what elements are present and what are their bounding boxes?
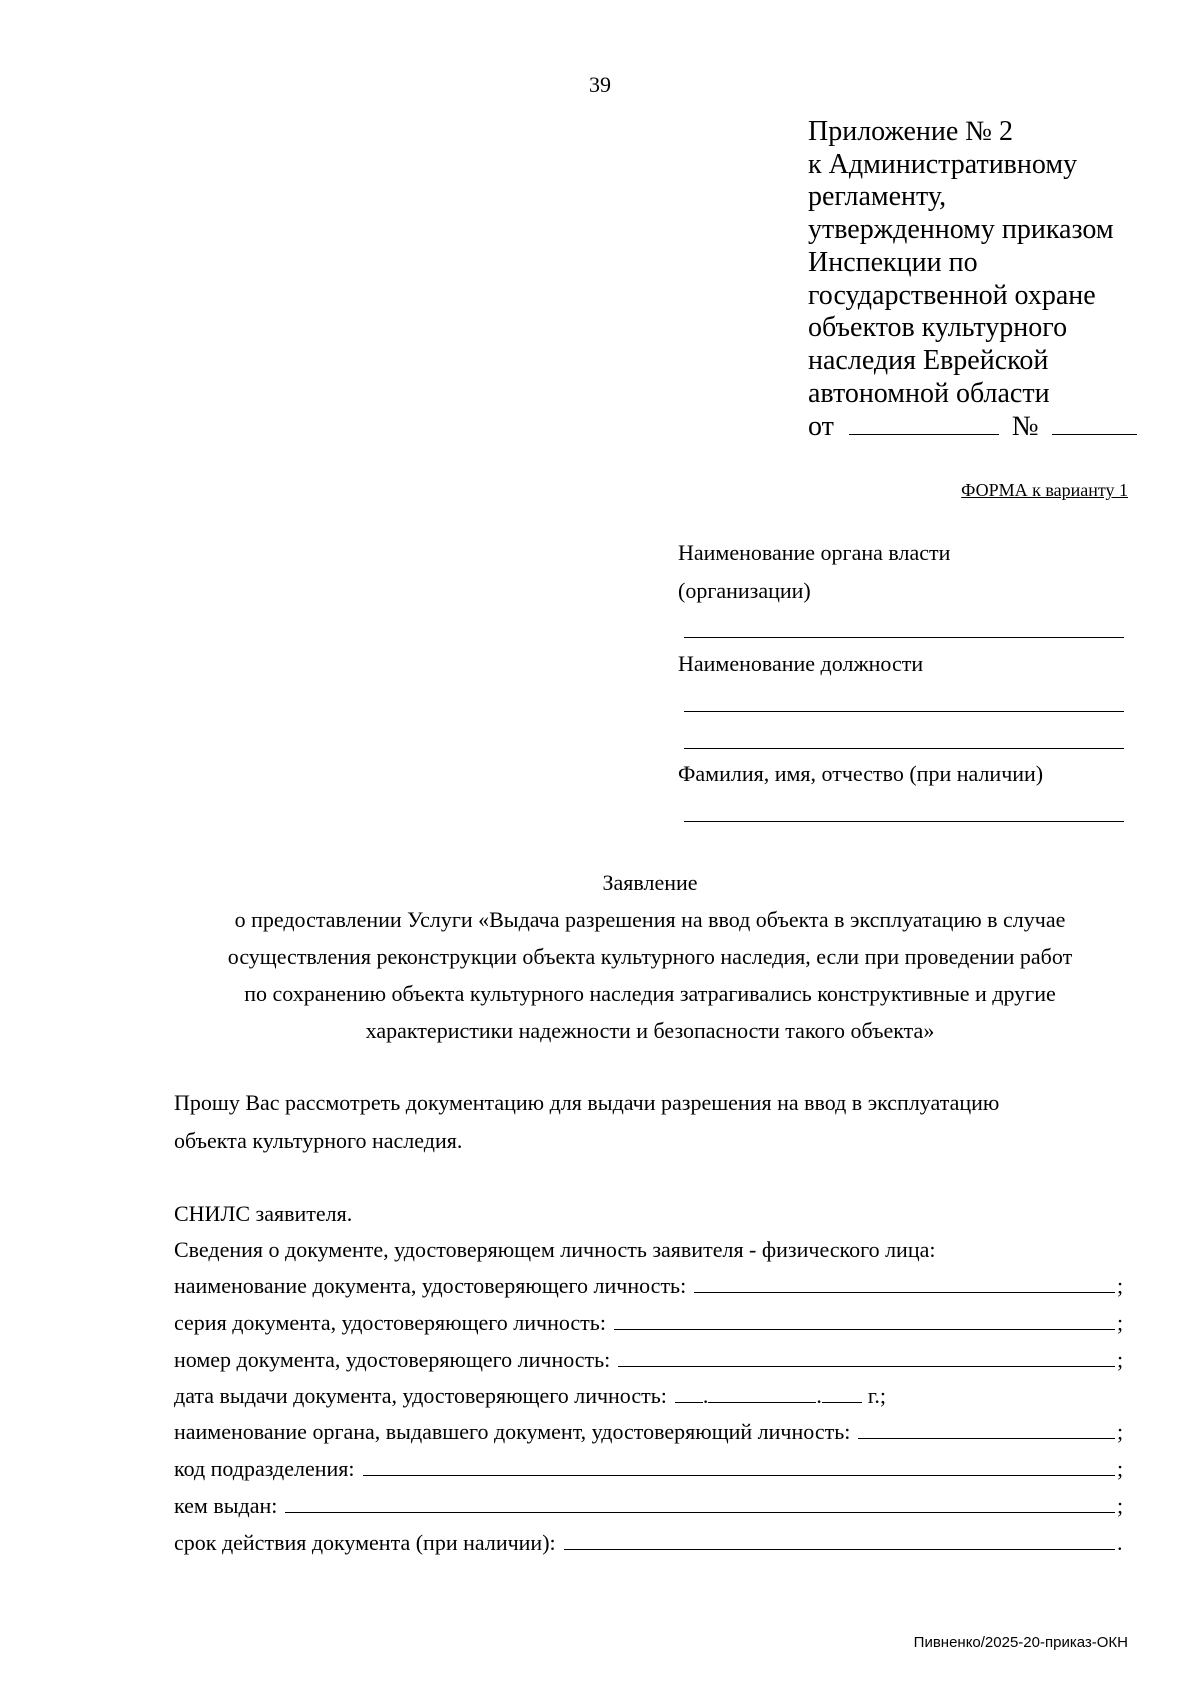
division-code-row	[174, 1456, 1127, 1482]
appendix-line: утвержденному приказом	[808, 214, 1114, 246]
issue-month-input[interactable]	[708, 1384, 816, 1403]
semicolon: ;	[1117, 1456, 1124, 1481]
appendix-line: Приложение № 2	[808, 116, 1013, 147]
from-label: от	[808, 411, 834, 443]
doc-number-label: номер документа, удостоверяющего личность:	[174, 1347, 611, 1372]
doc-series-row	[174, 1310, 1127, 1336]
issued-by-label: кем выдан:	[174, 1493, 278, 1518]
org-name-label: Наименование органа власти	[678, 540, 951, 565]
issuer-name-label: наименование органа, выдавшего документ, удостоверяющий личность:	[174, 1419, 851, 1444]
issued-by-row	[174, 1493, 1127, 1519]
form-label: ФОРМА к варианту 1	[961, 480, 1128, 500]
statement-title: Заявление	[602, 870, 698, 895]
appendix-block	[808, 116, 1168, 444]
appendix-line: автономной области	[808, 377, 1050, 409]
validity-input[interactable]	[564, 1531, 1115, 1550]
validity-row	[174, 1530, 1127, 1556]
appendix-line: к Административному	[808, 148, 1078, 180]
semicolon: ;	[1117, 1419, 1124, 1444]
issuer-name-row	[174, 1419, 1127, 1445]
doc-number-input[interactable]	[618, 1348, 1115, 1367]
appendix-line: объектов культурного	[808, 312, 1068, 344]
division-code-label: код подразделения:	[174, 1456, 355, 1481]
issue-date-row	[174, 1383, 1127, 1409]
request-line: объекта культурного наследия.	[174, 1128, 463, 1153]
validity-label: срок действия документа (при наличии):	[174, 1530, 556, 1555]
full-name-label: Фамилия, имя, отчество (при наличии)	[678, 761, 1044, 786]
appendix-line: Инспекции по	[808, 246, 978, 278]
appendix-line: регламенту,	[808, 181, 947, 213]
semicolon: ;	[1117, 1347, 1124, 1372]
statement-subtitle-line: по сохранению объекта культурного наследия затрагивались конструктивные и другие	[244, 981, 1056, 1006]
period: .	[1117, 1530, 1123, 1555]
doc-number-row	[174, 1347, 1127, 1373]
footer-doc-id: Пивненко/2025-20-приказ-ОКН	[913, 1634, 1128, 1651]
doc-name-label: наименование документа, удостоверяющего личность:	[174, 1273, 687, 1298]
snils-label: СНИЛС заявителя.	[174, 1201, 353, 1226]
statement-subtitle-line: о предоставлении Услуги «Выдача разрешения на ввод объекта в эксплуатацию в случае	[234, 907, 1066, 932]
date-dot: .	[816, 1383, 822, 1408]
issue-year-input[interactable]	[822, 1384, 862, 1403]
request-line: Прошу Вас рассмотреть документацию для выдачи разрешения на ввод в эксплуатацию	[174, 1090, 1000, 1115]
semicolon: ;	[1117, 1273, 1124, 1298]
appendix-line: государственной охране	[808, 279, 1096, 311]
statement-subtitle-line: осуществления реконструкции объекта культурного наследия, если при проведении работ	[227, 944, 1073, 969]
statement-subtitle-line: характеристики надежности и безопасности такого объекта»	[365, 1018, 935, 1043]
issuer-name-input[interactable]	[858, 1420, 1115, 1439]
doc-series-label: серия документа, удостоверяющего личность:	[174, 1310, 606, 1335]
doc-info-header: Сведения о документе, удостоверяющем личность заявителя - физического лица:	[174, 1237, 936, 1262]
issue-date-label: дата выдачи документа, удостоверяющего личность:	[174, 1383, 667, 1408]
position-line-1[interactable]	[684, 711, 1124, 712]
doc-name-input[interactable]	[694, 1274, 1115, 1293]
org-name-line[interactable]	[684, 637, 1124, 638]
issue-day-input[interactable]	[675, 1384, 703, 1403]
org-name-label-2: (организации)	[678, 578, 811, 603]
position-label: Наименование должности	[678, 651, 924, 676]
year-suffix: г.;	[867, 1383, 887, 1408]
date-blank[interactable]	[849, 410, 999, 435]
date-dot: .	[702, 1383, 709, 1408]
number-sign: №	[1011, 411, 1039, 443]
doc-series-input[interactable]	[614, 1311, 1115, 1330]
doc-name-row	[174, 1273, 1127, 1299]
division-code-input[interactable]	[363, 1457, 1115, 1476]
appendix-line: наследия Еврейской	[808, 344, 1049, 376]
position-line-2[interactable]	[684, 748, 1124, 749]
page-number: 39	[589, 72, 611, 97]
semicolon: ;	[1117, 1493, 1124, 1518]
full-name-line[interactable]	[684, 821, 1124, 822]
appendix-date-number-line	[808, 410, 1168, 444]
number-blank[interactable]	[1052, 410, 1137, 435]
semicolon: ;	[1117, 1310, 1124, 1335]
issued-by-input[interactable]	[285, 1494, 1115, 1513]
